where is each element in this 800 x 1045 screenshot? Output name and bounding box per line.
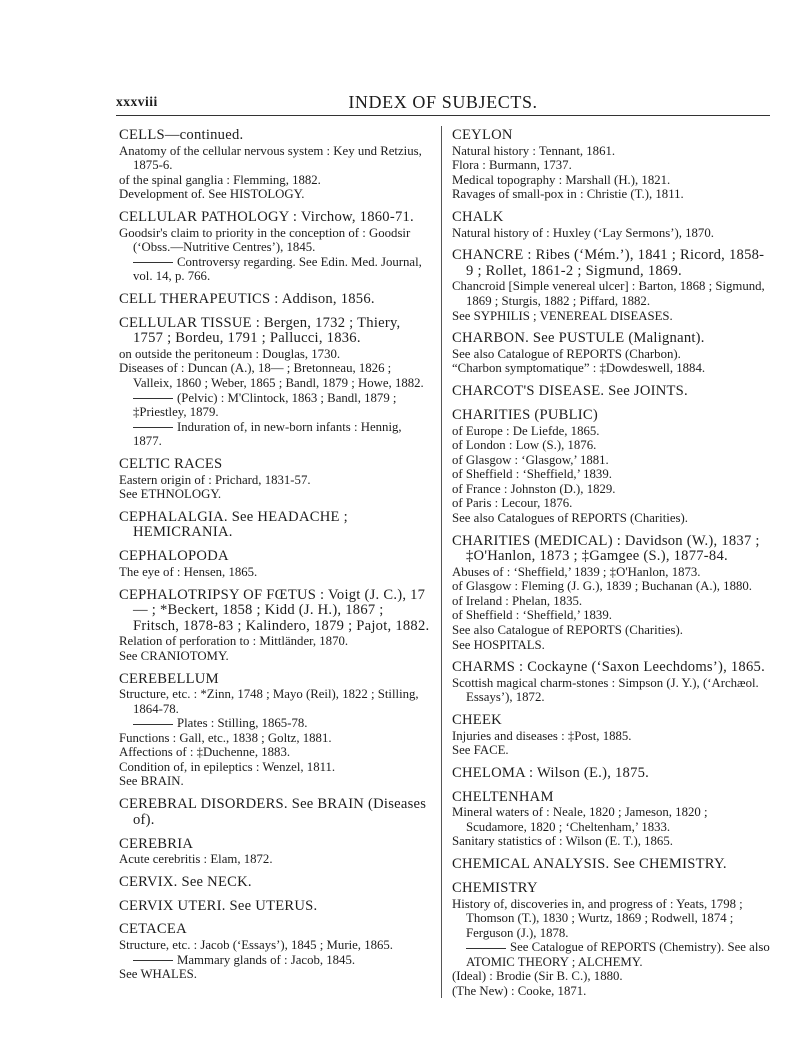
entry-subline-text: Chancroid [Simple venereal ulcer] : Barton, 1868 ; Sigmund, 1869 ; Sturgis, 1882 ; Piffard, 1882. — [452, 279, 765, 309]
entry-subline-text: of Ireland : Phelan, 1835. — [452, 593, 583, 608]
entry-subline-text: See also Catalogue of REPORTS (Charities). — [452, 622, 683, 637]
entry-heading: CHEMICAL ANALYSIS. See CHEMISTRY. — [452, 856, 727, 873]
entry-subline — [119, 255, 432, 284]
entry-subline-text: (Ideal) : Brodie (Sir B. C.), 1880. — [452, 969, 623, 984]
entry-subline — [119, 173, 432, 188]
entry-heading: CHEMISTRY — [452, 879, 538, 896]
entry-subline-text: Development of. See HISTOLOGY. — [119, 187, 305, 202]
index-entry — [452, 713, 770, 758]
entry-subline — [452, 743, 770, 758]
entry-subline — [452, 579, 770, 594]
entry-subline — [119, 226, 432, 255]
entry-subline-text: of Sheffield : ‘Sheffield,’ 1839. — [452, 467, 612, 482]
entry-subline-text: Medical topography : Marshall (H.), 1821. — [452, 172, 671, 187]
ditto-dash — [133, 724, 173, 725]
entry-heading: CETACEA — [119, 921, 187, 938]
entry-subline-text: of France : Johnston (D.), 1829. — [452, 481, 616, 496]
entry-subline-text: Structure, etc. : *Zinn, 1748 ; Mayo (Reil), 1822 ; Stilling, 1864-78. — [119, 687, 419, 716]
entry-subline — [119, 361, 432, 390]
entry-subline-text: Natural history : Tennant, 1861. — [452, 143, 616, 158]
index-entry — [452, 534, 770, 652]
index-entry — [452, 857, 770, 873]
entry-subline — [452, 144, 770, 159]
entry-subline — [452, 897, 770, 941]
entry-heading: CEREBELLUM — [119, 670, 219, 687]
entry-subline — [452, 834, 770, 849]
entry-subline — [452, 565, 770, 580]
entry-subline — [119, 473, 432, 488]
entry-heading: CHANCRE : Ribes (‘Mém.’), 1841 ; Ricord, 1858-9 ; Rollet, 1861-2 ; Sigmund, 1869. — [452, 247, 765, 279]
page-number: xxxviii — [116, 94, 158, 109]
entry-subline — [119, 420, 432, 449]
entry-subline-text: See FACE. — [452, 743, 509, 758]
entry-subline-text: See BRAIN. — [119, 774, 184, 789]
index-entry — [119, 588, 432, 664]
index-entry — [119, 210, 432, 284]
entry-subline-text: Functions : Gall, etc., 1838 ; Goltz, 1881. — [119, 730, 332, 745]
entry-subline-text: (Pelvic) : M'Clintock, 1863 ; Bandl, 1879 ; ‡Priestley, 1879. — [133, 390, 397, 420]
entry-heading: CEYLON — [452, 127, 513, 143]
entry-heading: CERVIX UTERI. See UTERUS. — [119, 897, 318, 914]
entry-subline-text: of Glasgow : ‘Glasgow,’ 1881. — [452, 452, 609, 467]
entry-subline — [119, 774, 432, 789]
entry-heading: CHARMS : Cockayne (‘Saxon Leechdoms’), 1865. — [452, 659, 765, 676]
entry-subline — [119, 716, 432, 731]
entry-heading: CEPHALALGIA. See HEADACHE ; HEMICRANIA. — [119, 508, 348, 541]
entry-subline — [452, 424, 770, 439]
entry-subline — [119, 347, 432, 362]
index-entry — [452, 660, 770, 705]
index-entry — [452, 210, 770, 240]
left-column — [119, 128, 432, 990]
entry-heading: CELLS—continued. — [119, 127, 244, 143]
entry-subline — [452, 511, 770, 526]
entry-subline — [119, 745, 432, 760]
entry-subline-text: of Sheffield : ‘Sheffield,’ 1839. — [452, 608, 612, 623]
entry-subline — [452, 347, 770, 362]
index-entry — [452, 881, 770, 998]
entry-subline-text: Mammary glands of : Jacob, 1845. — [177, 952, 356, 967]
entry-heading: CERVIX. See NECK. — [119, 873, 252, 890]
ditto-dash — [466, 948, 506, 949]
entry-subline-text: See WHALES. — [119, 967, 197, 982]
index-entry — [452, 384, 770, 400]
entry-subline-text: Condition of, in epileptics : Wenzel, 1811. — [119, 759, 336, 774]
entry-subline-text: Controversy regarding. See Edin. Med. Journal, vol. 14, p. 766. — [133, 254, 422, 284]
entry-subline — [119, 649, 432, 664]
entry-heading: CHALK — [452, 208, 504, 225]
index-entry — [119, 457, 432, 502]
index-entry — [119, 292, 432, 308]
entry-subline — [452, 453, 770, 468]
entry-subline — [452, 158, 770, 173]
entry-subline-text: Structure, etc. : Jacob (‘Essays’), 1845 ; Murie, 1865. — [119, 938, 394, 953]
entry-subline — [119, 634, 432, 649]
entry-subline-text: (The New) : Cooke, 1871. — [452, 983, 587, 998]
entry-subline — [452, 279, 770, 308]
entry-subline — [452, 608, 770, 623]
entry-heading: CELL THERAPEUTICS : Addison, 1856. — [119, 290, 375, 307]
entry-subline-text: See HOSPITALS. — [452, 637, 545, 652]
entry-heading: CHELTENHAM — [452, 788, 554, 805]
entry-subline-text: See CRANIOTOMY. — [119, 648, 229, 663]
entry-subline-text: See ETHNOLOGY. — [119, 487, 222, 502]
index-entry — [119, 922, 432, 981]
index-entry — [452, 128, 770, 202]
entry-subline-text: Acute cerebritis : Elam, 1872. — [119, 852, 273, 867]
index-entry — [119, 899, 432, 915]
ditto-dash — [133, 262, 173, 263]
header-rule — [116, 115, 770, 116]
entry-subline — [119, 187, 432, 202]
entry-subline-text: Diseases of : Duncan (A.), 18— ; Bretonneau, 1826 ; Valleix, 1860 ; Weber, 1865 ; Bandl, 1879 ; Howe, 1882. — [119, 361, 424, 390]
index-entry — [452, 248, 770, 323]
entry-subline-text: See also Catalogue of REPORTS (Charbon). — [452, 346, 681, 361]
entry-subline — [452, 940, 770, 969]
entry-subline-text: Natural history of : Huxley (‘Lay Sermons’), 1870. — [452, 225, 714, 240]
entry-subline-text: Injuries and diseases : ‡Post, 1885. — [452, 728, 632, 743]
entry-subline-text: Affections of : ‡Duchenne, 1883. — [119, 745, 291, 760]
entry-subline-text: Goodsir's claim to priority in the conception of : Goodsir (‘Obss.—Nutritive Centres’), 1845. — [119, 225, 411, 255]
entry-subline — [452, 361, 770, 376]
entry-subline — [119, 731, 432, 746]
entry-heading: CEREBRIA — [119, 835, 194, 852]
entry-subline-text: Plates : Stilling, 1865-78. — [177, 716, 308, 731]
entry-heading: CEPHALOTRIPSY OF FŒTUS : Voigt (J. C.), 17— ; *Beckert, 1858 ; Kidd (J. H.), 1867 ; Fritsch, 1878-83 ; Kalindero, 1879 ; Pajot, 1882. — [119, 586, 430, 634]
index-entry — [119, 128, 432, 202]
entry-heading: CHARITIES (MEDICAL) : Davidson (W.), 1837 ; ‡O'Hanlon, 1873 ; ‡Gamgee (S.), 1877-84. — [452, 532, 760, 565]
entry-heading: CHARITIES (PUBLIC) — [452, 406, 598, 423]
right-column — [452, 128, 770, 1007]
entry-subline — [119, 938, 432, 953]
index-entry — [119, 549, 432, 579]
entry-heading: CHELOMA : Wilson (E.), 1875. — [452, 764, 650, 781]
entry-subline — [452, 676, 770, 705]
entry-subline — [452, 496, 770, 511]
entry-heading: CEPHALOPODA — [119, 548, 229, 565]
entry-subline-text: of Europe : De Liefde, 1865. — [452, 423, 600, 438]
index-entry — [452, 790, 770, 849]
entry-subline — [452, 467, 770, 482]
entry-subline-text: Relation of perforation to : Mittländer, 1870. — [119, 634, 349, 649]
entry-subline-text: See SYPHILIS ; VENEREAL DISEASES. — [452, 308, 673, 323]
entry-subline — [452, 226, 770, 241]
entry-subline-text: Anatomy of the cellular nervous system : Key und Retzius, 1875-6. — [119, 143, 422, 173]
entry-subline-text: Ravages of small-pox in : Christie (T.), 1811. — [452, 187, 684, 202]
entry-subline — [119, 487, 432, 502]
entry-subline — [452, 969, 770, 984]
entry-subline — [119, 565, 432, 580]
entry-subline — [452, 482, 770, 497]
entry-subline — [119, 953, 432, 968]
entry-subline — [119, 687, 432, 716]
entry-heading: CELLULAR TISSUE : Bergen, 1732 ; Thiery, 1757 ; Bordeu, 1791 ; Pallucci, 1836. — [119, 314, 401, 347]
index-entry — [119, 797, 432, 828]
index-entry — [119, 316, 432, 449]
entry-subline-text: Eastern origin of : Prichard, 1831-57. — [119, 472, 311, 487]
index-entry — [119, 837, 432, 867]
entry-subline-text: of Paris : Lecour, 1876. — [452, 496, 573, 511]
entry-heading: CHARCOT'S DISEASE. See JOINTS. — [452, 383, 688, 400]
ditto-dash — [133, 960, 173, 961]
entry-subline-text: “Charbon symptomatique” : ‡Dowdeswell, 1884. — [452, 361, 706, 376]
entry-heading: CHEEK — [452, 712, 502, 729]
entry-subline — [452, 594, 770, 609]
entry-subline — [452, 438, 770, 453]
column-divider — [441, 126, 442, 998]
index-entry — [452, 408, 770, 525]
entry-subline-text: Sanitary statistics of : Wilson (E. T.), 1865. — [452, 834, 673, 849]
entry-subline — [452, 638, 770, 653]
entry-subline-text: See Catalogue of REPORTS (Chemistry). See also ATOMIC THEORY ; ALCHEMY. — [466, 940, 770, 969]
entry-subline-text: Induration of, in new-born infants : Hennig, 1877. — [133, 419, 402, 449]
entry-subline-text: of the spinal ganglia : Flemming, 1882. — [119, 172, 321, 187]
entry-heading: CELLULAR PATHOLOGY : Virchow, 1860-71. — [119, 208, 414, 225]
entry-heading: CELTIC RACES — [119, 455, 223, 472]
entry-subline-text: Flora : Burmann, 1737. — [452, 158, 572, 173]
entry-subline-text: Abuses of : ‘Sheffield,’ 1839 ; ‡O'Hanlon, 1873. — [452, 564, 701, 579]
entry-subline — [452, 984, 770, 999]
entry-subline — [452, 623, 770, 638]
index-entry — [119, 672, 432, 789]
entry-subline — [119, 144, 432, 173]
entry-subline — [452, 173, 770, 188]
entry-subline-text: on outside the peritoneum : Douglas, 1730. — [119, 346, 341, 361]
ditto-dash — [133, 427, 173, 428]
entry-subline-text: The eye of : Hensen, 1865. — [119, 564, 258, 579]
entry-subline-text: See also Catalogues of REPORTS (Charities). — [452, 510, 688, 525]
entry-subline — [452, 729, 770, 744]
entry-heading: CEREBRAL DISORDERS. See BRAIN (Diseases of). — [119, 796, 427, 828]
index-entry — [452, 766, 770, 782]
entry-subline — [119, 967, 432, 982]
entry-subline — [119, 760, 432, 775]
entry-subline-text: Mineral waters of : Neale, 1820 ; Jameson, 1820 ; Scudamore, 1820 ; ‘Cheltenham,’ 1833. — [452, 805, 708, 834]
entry-subline — [119, 391, 432, 420]
ditto-dash — [133, 398, 173, 399]
page-title: INDEX OF SUBJECTS. — [348, 92, 538, 112]
index-entry — [119, 875, 432, 891]
index-entry — [452, 331, 770, 376]
running-head — [116, 92, 770, 112]
entry-subline — [119, 852, 432, 867]
entry-subline-text: Scottish magical charm-stones : Simpson (J. Y.), (‘Archæol. Essays’), 1872. — [452, 675, 759, 705]
entry-subline-text: History of, discoveries in, and progress of : Yeats, 1798 ; Thomson (T.), 1830 ; Wurtz, 1869 ; Rodwell, 1874 ; Ferguson (J.), 1878. — [452, 896, 743, 940]
entry-subline-text: of Glasgow : Fleming (J. G.), 1839 ; Buchanan (A.), 1880. — [452, 579, 752, 594]
entry-subline — [452, 187, 770, 202]
entry-heading: CHARBON. See PUSTULE (Malignant). — [452, 330, 705, 347]
entry-subline — [452, 805, 770, 834]
entry-subline — [452, 309, 770, 324]
entry-subline-text: of London : Low (S.), 1876. — [452, 438, 597, 453]
index-entry — [119, 510, 432, 541]
